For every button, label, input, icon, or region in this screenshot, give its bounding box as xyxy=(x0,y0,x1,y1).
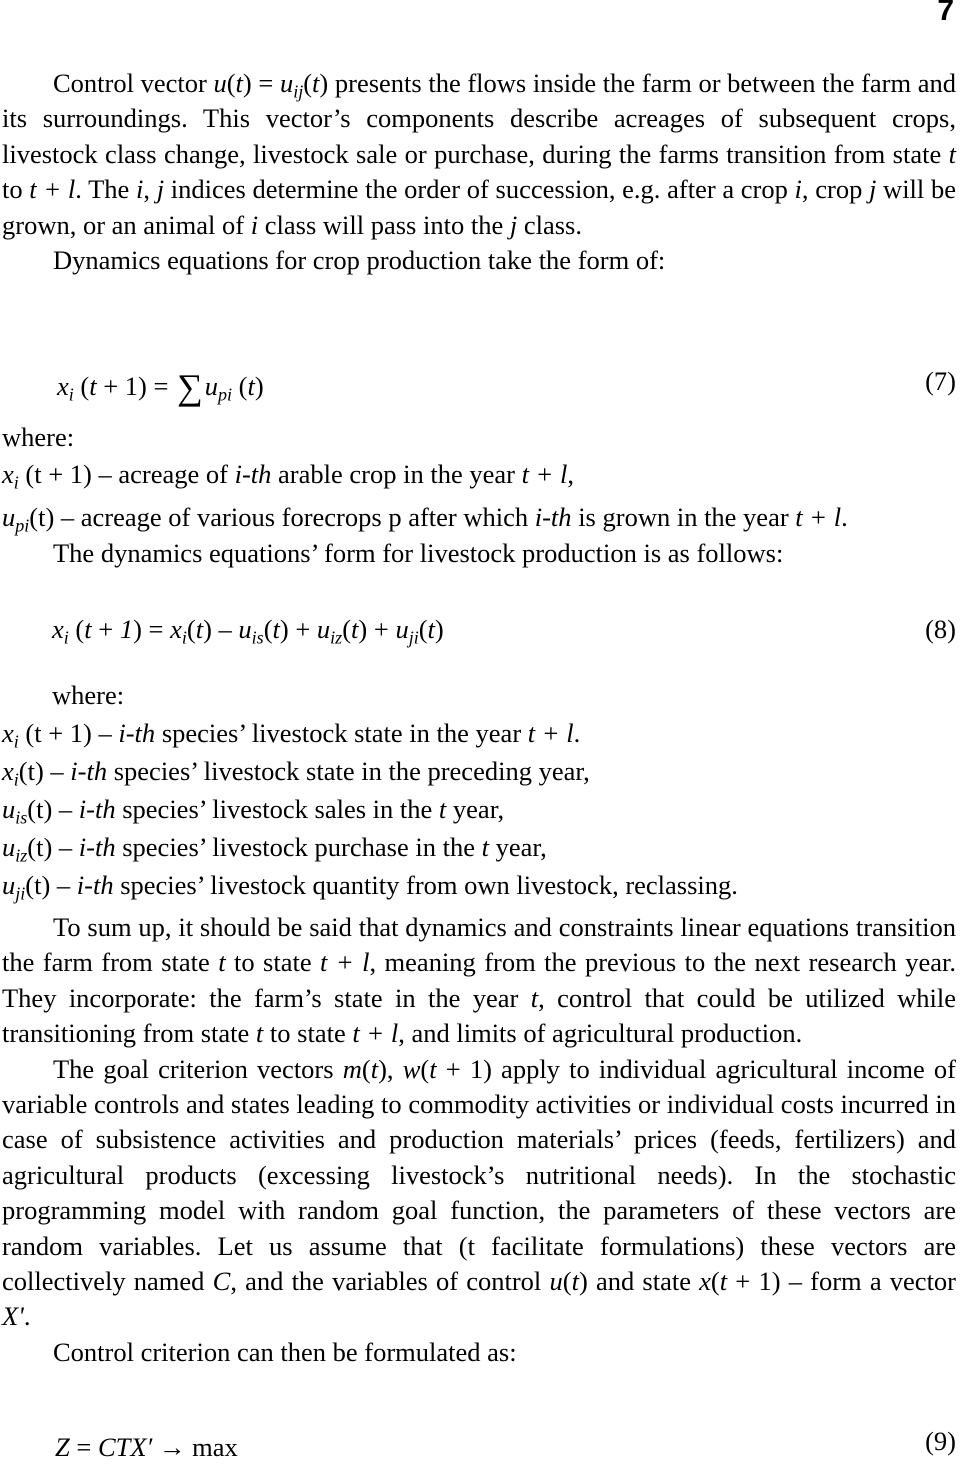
definition-x-i: $x_i$ (t + 1) – acreage of i-th arable crop in the year t + l, xyxy=(2,459,575,493)
sum-icon: ∑ xyxy=(177,367,203,407)
where-label-2: where: xyxy=(52,680,125,710)
sumup-goal-block xyxy=(2,910,956,1370)
intro-paragraph xyxy=(2,66,956,278)
equation-8-number: (8) xyxy=(925,614,956,644)
dyn-livestock-intro: The dynamics equations’ form for livestock production is as follows: xyxy=(53,538,784,568)
livestock-def-5: $u_{ji}(t) - i-th$ species’ livestock quantity from own livestock, reclassing. xyxy=(2,870,738,904)
livestock-def-1: $x_i$ (t + 1) – i-th species’ livestock state in the year t + l. xyxy=(2,718,581,752)
page-number: 7 xyxy=(937,0,954,27)
equation-8-expression: $x_i$ $(t + 1) = x_i(t) - u_{is}(t) + u_{iz}(t) + u_{ji}(t)$ xyxy=(52,614,444,648)
definition-u-pi: $u_{pi}(t)$ – acreage of various forecrops p after which i-th is grown in the year t + l. xyxy=(2,502,848,536)
equation-8 xyxy=(0,614,956,654)
equation-7-number: (7) xyxy=(925,366,956,396)
equation-9 xyxy=(0,1426,956,1472)
intro-text: Control vector $u(t) = u_{ij}(t)$ presents the flows inside the farm or between the farm and its surroundings. This vector’s components describe acreages of subsequent crops, livestock class change, livestock sale or purchase, during the farms transition from state t to t + l. The i, j indices determine the order of succession, e.g. after a crop i, crop j will be grown, or an animal of i class will pass into the j class. xyxy=(2,68,957,240)
equation-7 xyxy=(0,366,956,406)
sumup-paragraph: To sum up, it should be said that dynamics and constraints linear equations transition the farm from state t to state t + l, meaning from the previous to the next research year. They incorporate: the farm’s state in the year t, control that could be utilized while transitioning from state t to state t + l, and limits of agricultural production. xyxy=(2,912,956,1049)
equation-9-number: (9) xyxy=(925,1426,956,1456)
where-label-1: where: xyxy=(2,422,75,452)
livestock-def-2: $x_i(t) - i-th$ species’ livestock state in the preceding year, xyxy=(2,756,590,790)
goal-paragraph: The goal criterion vectors m(t), w(t + 1) apply to individual agricultural income of variable controls and states leading to commodity activities or individual costs incurred in case of subsistence activities and production materials’ prices (feeds, fertilizers) and agricultural products (excessing livestock’s nutritional needs). In the stochastic programming model with random goal function, the parameters of these vectors are random variables. Let us assume that (t facilitate formulations) these vectors are collectively named C, and the variables of control u(t) and state x(t + 1) – form a vector X'. xyxy=(2,1053,957,1332)
equation-9-expression: Z = CTX′ → max xyxy=(55,1432,238,1462)
livestock-def-4: $u_{iz}(t) - i-th$ species’ livestock purchase in the t year, xyxy=(2,832,547,866)
livestock-def-3: $u_{is}(t) - i-th$ species’ livestock sales in the t year, xyxy=(2,794,505,828)
dyn-crop-intro: Dynamics equations for crop production take the form of: xyxy=(53,245,666,276)
equation-7-expression: $x_i$ $(t + 1) = \sum u_{pi}$ (t) xyxy=(57,367,264,407)
control-criterion-intro: Control criterion can then be formulated as: xyxy=(53,1336,517,1367)
